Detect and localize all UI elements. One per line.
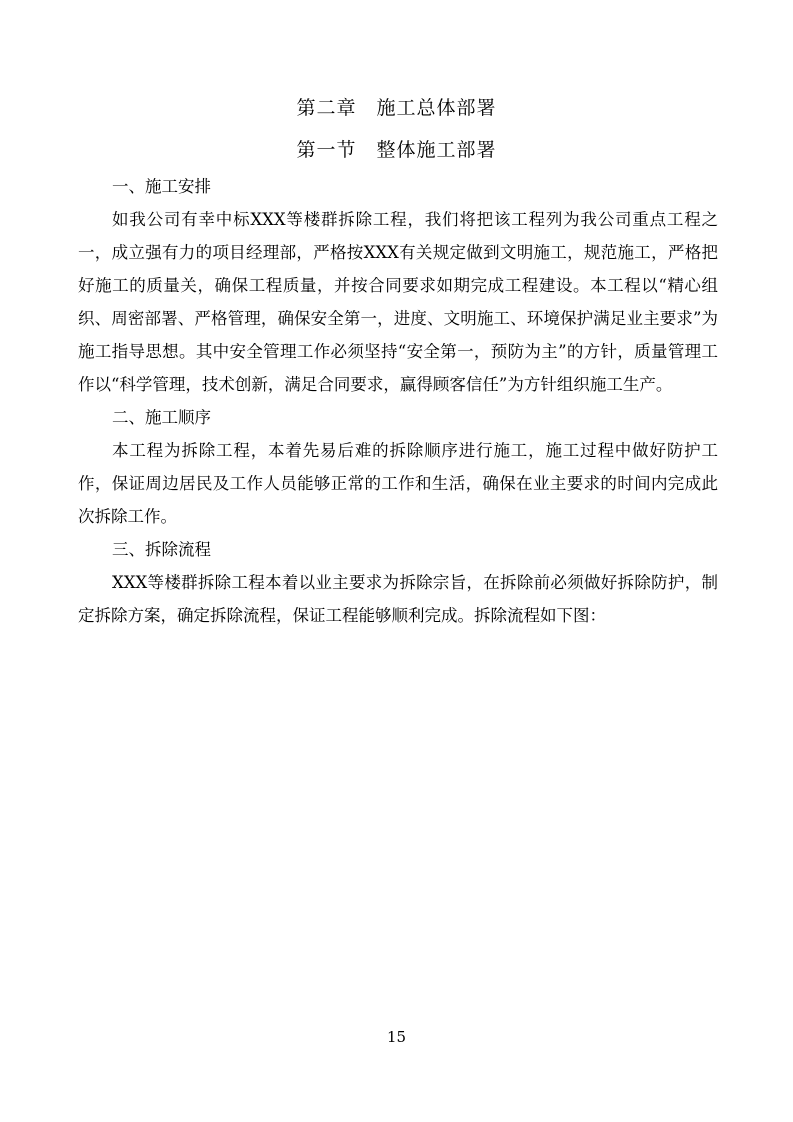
paragraph-arrangement: 如我公司有幸中标XXX等楼群拆除工程，我们将把该工程列为我公司重点工程之一，成立强有力的项目经理部，严格按XXX有关规定做到文明施工，规范施工，严格把好施工的质量关，确保工程质量，并按合同要求如期完成工程建设。本工程以“精心组织、周密部署、严格管理，确保安全第一，进度、文明施工、环境保护满足业主要求”为施工指导思想。其中安全管理工作必须坚持“安全第一，预防为主”的方针，质量管理工作以“科学管理，技术创新，满足合同要求，赢得顾客信任”为方针组织施工生产。 [78,210,718,394]
section-title: 第一节 整体施工部署 [296,139,497,161]
chapter-title: 第二章 施工总体部署 [296,97,497,119]
section-heading-sequence: 二、施工顺序 [112,408,211,427]
section-heading-process: 三、拆除流程 [112,540,211,559]
document-body [78,170,718,632]
paragraph-process: XXX等楼群拆除工程本着以业主要求为拆除宗旨，在拆除前必须做好拆除防护，制定拆除方案，确定拆除流程，保证工程能够顺利完成。拆除流程如下图： [78,573,718,625]
page-number: 15 [386,1028,407,1046]
paragraph-sequence: 本工程为拆除工程，本着先易后难的拆除顺序进行施工，施工过程中做好防护工作，保证周边居民及工作人员能够正常的工作和生活，确保在业主要求的时间内完成此次拆除工作。 [78,441,718,526]
section-heading-arrangement: 一、施工安排 [112,177,211,196]
